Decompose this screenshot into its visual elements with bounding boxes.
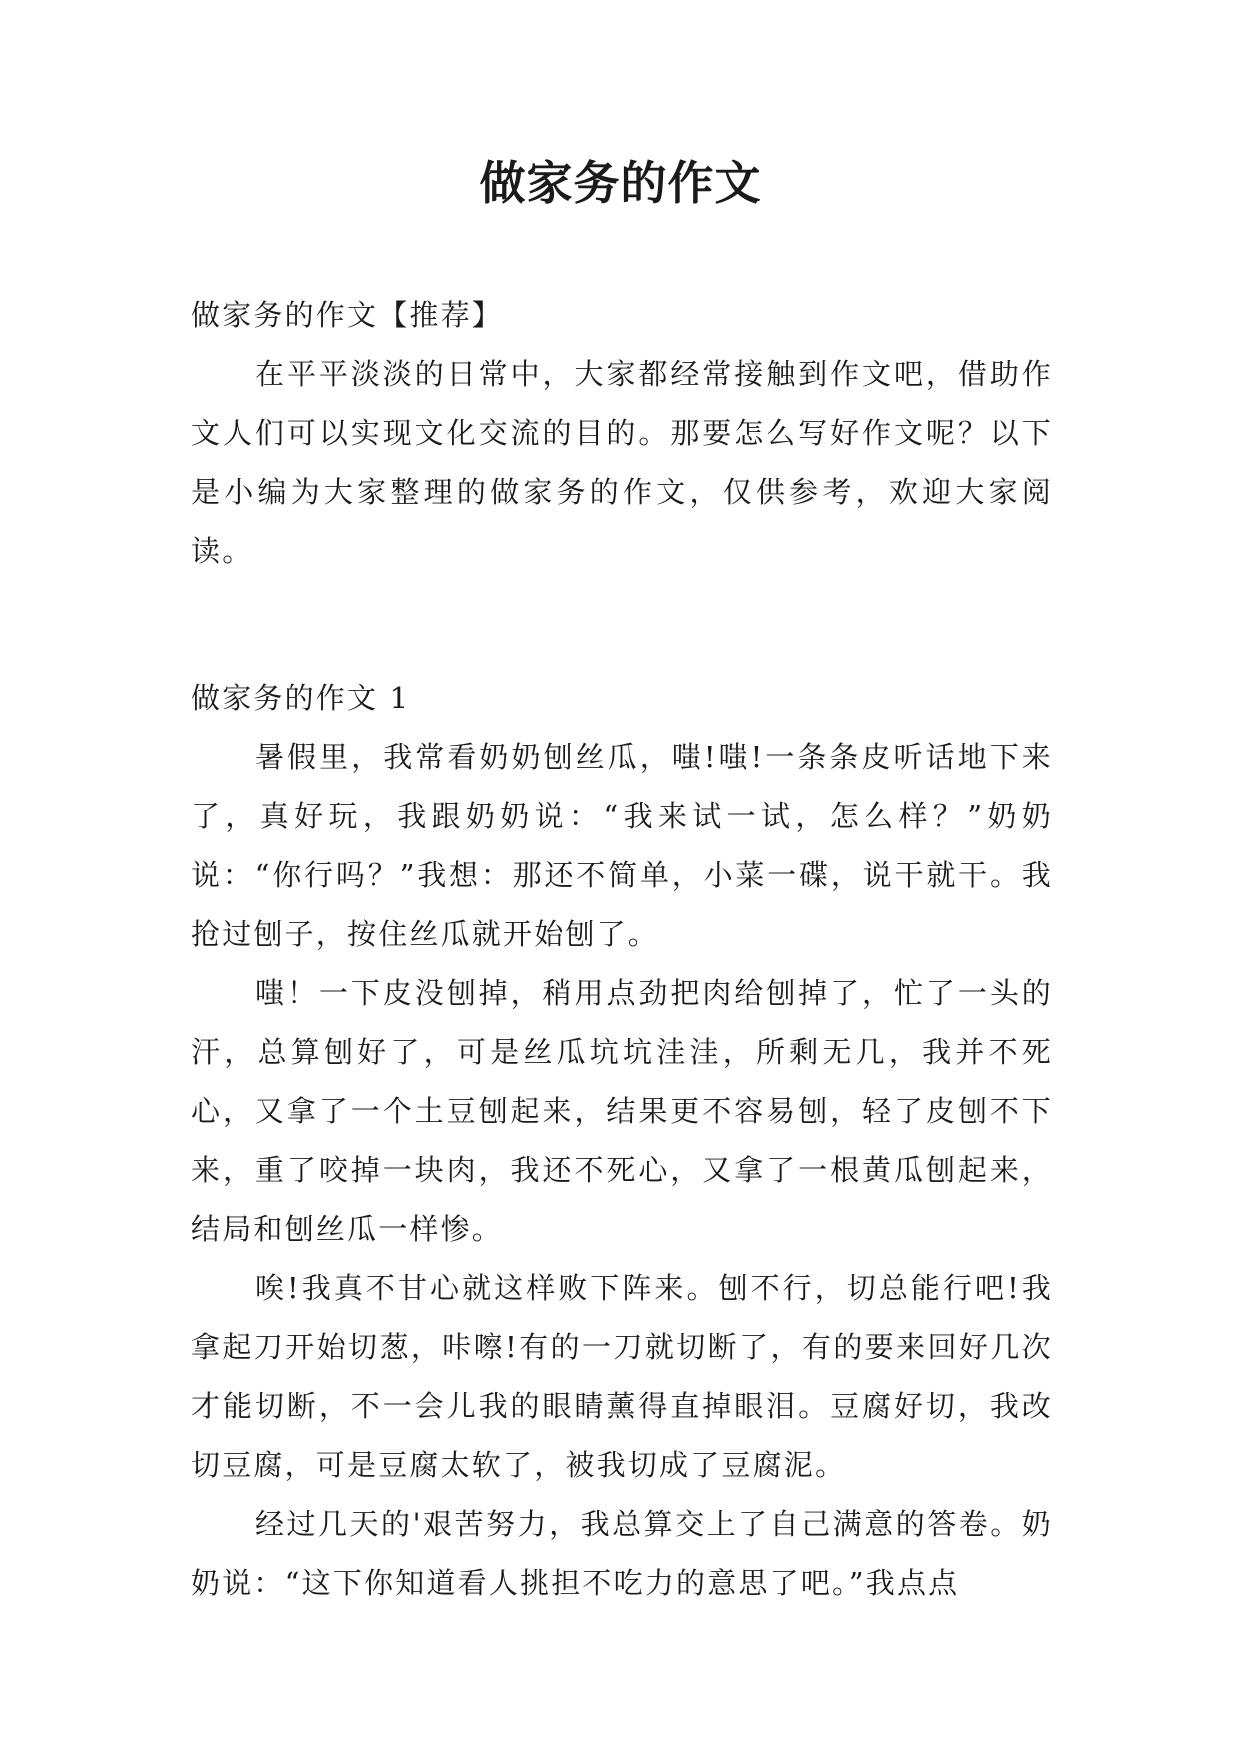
essay-paragraph: 唉!我真不甘心就这样败下阵来。刨不行，切总能行吧!我拿起刀开始切葱，咔嚓!有的一刀就切断了，有的要来回好几次才能切断，不一会儿我的眼睛薰得直掉眼泪。豆腐好切，我改切豆腐，可是豆腐太软了，被我切成了豆腐泥。: [191, 1271, 1053, 1482]
intro-heading: 做家务的作文【推荐】: [191, 298, 504, 332]
essay-heading: 做家务的作文 1: [191, 681, 411, 715]
essay-paragraph: 经过几天的'艰苦努力，我总算交上了自己满意的答卷。奶奶说：“这下你知道看人挑担不吃力的意思了吧。”我点点: [191, 1507, 1053, 1600]
essay-paragraph: 嗤！一下皮没刨掉，稍用点劲把肉给刨掉了，忙了一头的汗，总算刨好了，可是丝瓜坑坑洼洼，所剩无几，我并不死心，又拿了一个土豆刨起来，结果更不容易刨，轻了皮刨不下来，重了咬掉一块肉，我还不死心，又拿了一根黄瓜刨起来，结局和刨丝瓜一样惨。: [191, 976, 1053, 1246]
section-spacer: [191, 581, 1053, 669]
intro-paragraph: 在平平淡淡的日常中，大家都经常接触到作文吧，借助作文人们可以实现文化交流的目的。那要怎么写好作文呢？以下是小编为大家整理的做家务的作文，仅供参考，欢迎大家阅读。: [191, 357, 1053, 568]
document-title: 做家务的作文: [479, 156, 762, 210]
document-body: [191, 286, 1053, 1613]
essay-paragraph: 暑假里，我常看奶奶刨丝瓜，嗤!嗤!一条条皮听话地下来了，真好玩，我跟奶奶说：“我来试一试，怎么样？”奶奶说：“你行吗？”我想：那还不简单，小菜一碟，说干就干。我抢过刨子，按住丝瓜就开始刨了。: [191, 740, 1053, 951]
